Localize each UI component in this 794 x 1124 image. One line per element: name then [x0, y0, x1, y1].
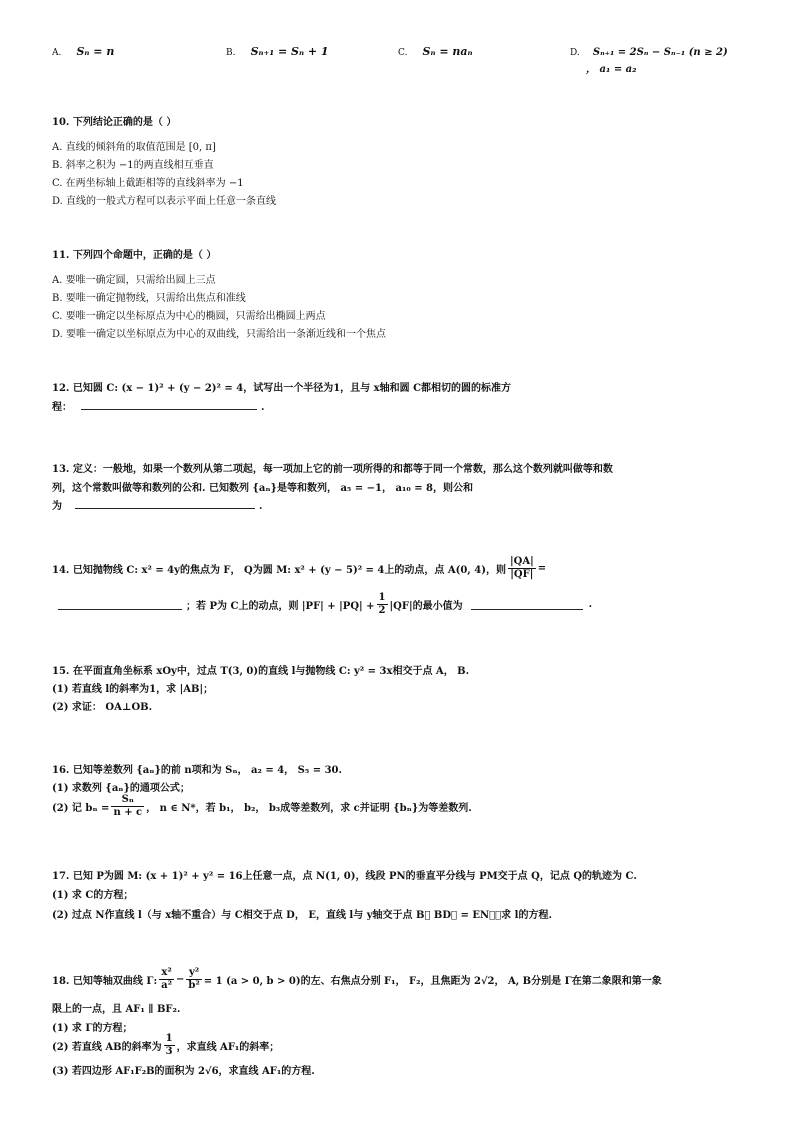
- q14-line1: [52, 556, 546, 581]
- q16-part2-suffix: ， n ∈ N*，若 b₁， b₂， b₃成等差数列，求 c并证明 {bₙ}为等差数列.: [146, 803, 472, 814]
- q12-line2: [52, 398, 264, 413]
- q18-part2-prefix: (2) 若直线 AB的斜率为: [52, 1042, 162, 1053]
- q17-part2: (2) 过点 N作直线 l（与 x轴不重合）与 C相交于点 D， E，直线 l与 y轴交于点 B， BD⃗ = EN⃗，求 l的方程.: [52, 910, 552, 921]
- q13-line3-suffix: .: [258, 501, 263, 512]
- q14-frac2-num: 1: [378, 592, 386, 603]
- q14-fraction-half: [377, 592, 388, 617]
- q16-frac-num: Sₙ: [111, 794, 144, 807]
- q14-fraction-qa-qf: [508, 556, 536, 581]
- q14-line2-after: |QF|的最小值为: [389, 601, 463, 612]
- q18-fraction-one-third: [164, 1033, 175, 1058]
- q18-frac2-num: y²: [186, 967, 201, 980]
- q15-stem: 15. 在平面直角坐标系 xOy中，过点 T(3, 0)的直线 l与抛物线 C: y² = 3x相交于点 A， B.: [52, 666, 470, 677]
- q14-line2: [58, 592, 592, 617]
- q11-stem: 11. 下列四个命题中，正确的是（ ）: [52, 250, 217, 261]
- q9-option-a-math: Sₙ = n: [76, 45, 115, 58]
- q18-frac1-den: a²: [161, 980, 173, 991]
- q13-line3: [52, 497, 262, 512]
- q12-line2-suffix: .: [260, 402, 265, 413]
- q13-line1: 13. 定义：一般地，如果一个数列从第二项起，每一项加上它的前一项所得的和都等于同一个常数，那么这个数列就叫做等和数: [52, 464, 613, 475]
- q9-option-a-letter: A.: [52, 48, 62, 58]
- q14-answer-blank-2[interactable]: [471, 600, 583, 610]
- q18-frac3-num: 1: [165, 1033, 173, 1044]
- q18-part3: (3) 若四边形 AF₁F₂B的面积为 2√6，求直线 AF₁的方程.: [52, 1066, 315, 1077]
- q10-stem: 10. 下列结论正确的是（ ）: [52, 117, 177, 128]
- q18-frac2-den: b²: [188, 980, 200, 991]
- q18-line1-suffix: = 1 (a > 0, b > 0)的左、右焦点分别 F₁， F₂，且焦距为 2√2， A, B分别是 Γ在第二象限和第一象: [203, 976, 662, 987]
- q9-option-d: [570, 40, 728, 59]
- q18-part2-suffix: ，求直线 AF₁的斜率；: [176, 1042, 280, 1053]
- q9-option-b-letter: B.: [226, 48, 236, 58]
- q14-frac2-den: 2: [378, 605, 386, 616]
- q10-option-c: C. 在两坐标轴上截距相等的直线斜率为 −1: [52, 178, 244, 189]
- q17-part1: (1) 求 C的方程；: [52, 890, 134, 901]
- q18-part1: (1) 求 Γ的方程；: [52, 1023, 133, 1034]
- q13-line2: 列，这个常数叫做等和数列的公和. 已知数列 {aₙ}是等和数列， a₅ = −1， a₁₀ = 8，则公和: [52, 483, 474, 494]
- q16-stem: 16. 已知等差数列 {aₙ}的前 n项和为 Sₙ， a₂ = 4， S₅ = 30.: [52, 765, 342, 776]
- q16-frac-den: n + c: [113, 807, 143, 818]
- q15-part2: (2) 求证： OA⊥OB.: [52, 702, 153, 713]
- q10-option-b: B. 斜率之积为 −1的两直线相互垂直: [52, 160, 214, 171]
- q18-line1: [52, 967, 662, 992]
- q9-option-c-math: Sₙ = naₙ: [422, 45, 473, 58]
- q9-option-d-math: Sₙ₊₁ = 2Sₙ − Sₙ₋₁ (n ≥ 2): [592, 47, 728, 58]
- q14-line2-mid: ；若 P为 C上的动点，则 |PF| + |PQ| +: [186, 601, 375, 612]
- q9-option-a: [52, 40, 114, 59]
- q9-option-c-letter: C.: [398, 48, 408, 58]
- q18-fraction-x2-a2: [159, 967, 174, 992]
- q14-answer-blank-1[interactable]: [58, 600, 182, 610]
- q16-part2: [52, 794, 472, 819]
- q9-option-b: [226, 40, 329, 59]
- q12-line1: 12. 已知圆 C: (x − 1)² + (y − 2)² = 4，试写出一个半径为1，且与 x轴和圆 C都相切的圆的标准方: [52, 383, 512, 394]
- q13-answer-blank[interactable]: [75, 499, 255, 509]
- q16-part2-prefix: (2) 记 bₙ =: [52, 803, 110, 814]
- q18-frac1-num: x²: [159, 967, 174, 980]
- q9-option-d-line2: ， a₁ = a₂: [586, 64, 637, 75]
- q11-option-c: C. 要唯一确定以坐标原点为中心的椭圆，只需给出椭圆上两点: [52, 311, 326, 322]
- q18-part2: [52, 1033, 279, 1058]
- q14-frac-num: |QA|: [509, 556, 534, 567]
- q16-part1: (1) 求数列 {aₙ}的通项公式；: [52, 783, 190, 794]
- q18-line2: 限上的一点，且 AF₁ ∥ BF₂.: [52, 1004, 181, 1015]
- q11-option-a: A. 要唯一确定圆，只需给出圆上三点: [52, 275, 216, 286]
- q16-fraction-sn: [111, 794, 144, 819]
- q14-line2-end: .: [588, 599, 593, 610]
- q14-line1-right: =: [537, 563, 547, 574]
- q15-part1: (1) 若直线 l的斜率为1，求 |AB|；: [52, 684, 214, 695]
- q10-option-d: D. 直线的一般式方程可以表示平面上任意一条直线: [52, 196, 277, 207]
- q14-frac-den: |QF|: [510, 569, 534, 580]
- q14-line1-left: 14. 已知抛物线 C: x² = 4y的焦点为 F， Q为圆 M: x² + (y − 5)² = 4上的动点，点 A(0, 4)，则: [52, 565, 506, 576]
- q18-frac3-den: 3: [165, 1046, 173, 1057]
- q17-stem: 17. 已知 P为圆 M: (x + 1)² + y² = 16上任意一点，点 N(1, 0)，线段 PN的垂直平分线与 PM交于点 Q，记点 Q的轨迹为 C.: [52, 871, 637, 882]
- q18-minus: −: [176, 974, 185, 985]
- q18-fraction-y2-b2: [186, 967, 201, 992]
- q9-option-d-letter: D.: [570, 48, 580, 58]
- q9-option-c: [398, 40, 473, 59]
- q13-line3-prefix: 为: [52, 501, 62, 512]
- q9-option-b-math: Sₙ₊₁ = Sₙ + 1: [250, 45, 329, 58]
- q10-option-a: A. 直线的倾斜角的取值范围是 [0, π]: [52, 142, 216, 153]
- q18-line1-prefix: 18. 已知等轴双曲线 Γ:: [52, 976, 158, 987]
- q12-answer-blank[interactable]: [81, 400, 257, 410]
- q11-option-b: B. 要唯一确定抛物线，只需给出焦点和准线: [52, 293, 246, 304]
- q11-option-d: D. 要唯一确定以坐标原点为中心的双曲线，只需给出一条渐近线和一个焦点: [52, 329, 387, 340]
- q12-line2-prefix: 程：: [52, 402, 72, 413]
